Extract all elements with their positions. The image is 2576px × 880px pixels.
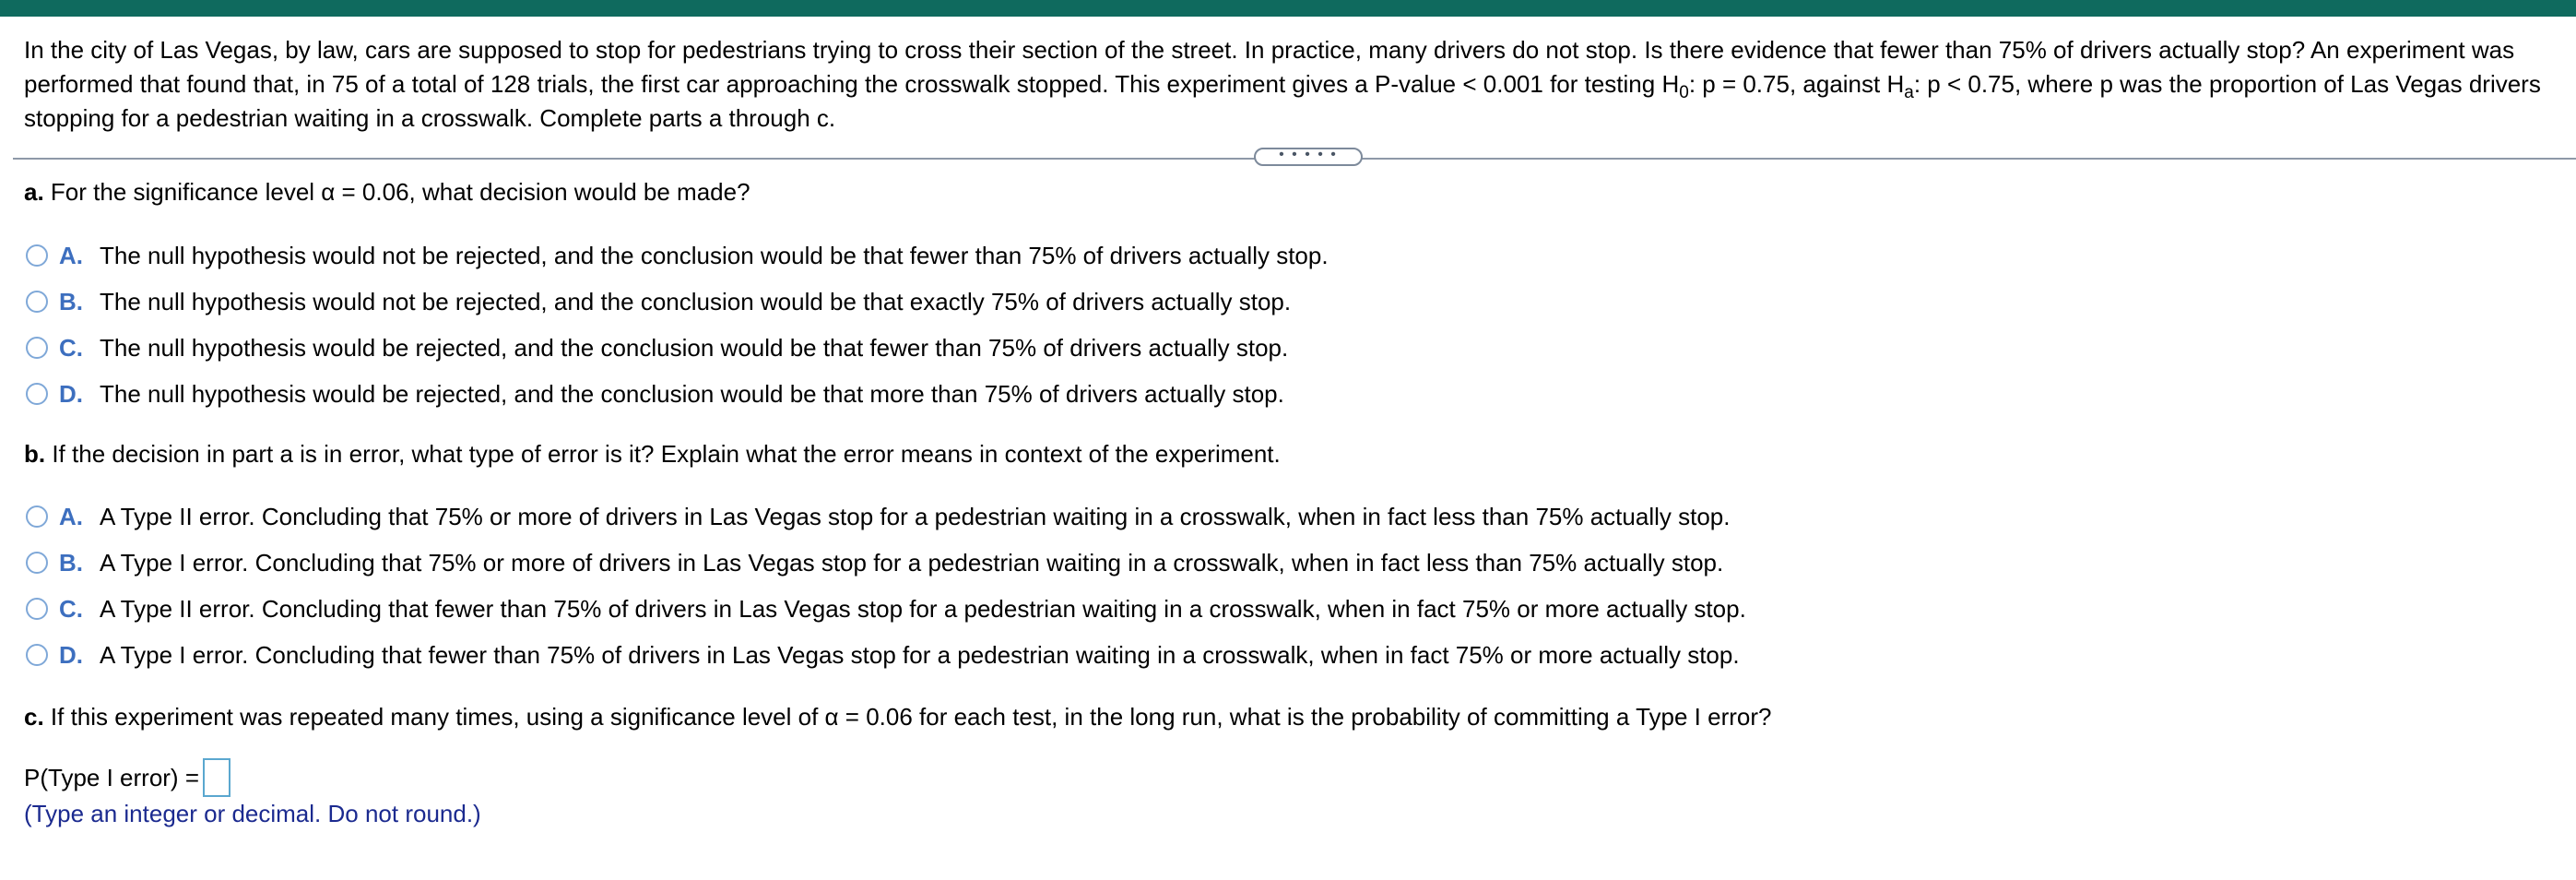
option-letter: C. (59, 594, 83, 623)
part-c-question-text: If this experiment was repeated many times, using a significance level of α = 0.06 for each test, in the long run, what is the probability of committing a Type I error? (43, 703, 1772, 731)
part-b-option-a[interactable] (26, 501, 1730, 532)
option-letter: D. (59, 379, 83, 408)
part-b-option-c[interactable] (26, 593, 1746, 624)
option-letter: C. (59, 333, 83, 362)
radio-button[interactable] (26, 244, 48, 267)
answer-hint: (Type an integer or decimal. Do not round.) (24, 800, 481, 827)
expand-problem-button[interactable]: • • • • • (1254, 148, 1363, 166)
option-letter: A. (59, 241, 83, 269)
problem-statement (24, 33, 2559, 136)
option-text: The null hypothesis would be rejected, and the conclusion would be that more than 75% of drivers actually stop. (100, 379, 1284, 408)
part-a-option-c[interactable] (26, 332, 1288, 363)
option-letter: B. (59, 548, 83, 577)
intro-text-1: In the city of Las Vegas, by law, cars are supposed to stop for pedestrians trying to cross their section of the street. In practice, many drivers do not stop. Is there evidence that fewer than 75% of drivers actually stop? An experiment was performed that found that, in 75 of a total of 128 trials, the first car approaching the crosswalk stopped. This experiment gives a P-value < 0.001 for testing H (24, 36, 2515, 98)
part-c-label: c. (24, 703, 44, 731)
part-a-option-b[interactable] (26, 286, 1291, 317)
option-text: The null hypothesis would be rejected, and the conclusion would be that fewer than 75% of drivers actually stop. (100, 333, 1289, 362)
radio-button[interactable] (26, 552, 48, 574)
part-a-label: a. (24, 178, 44, 206)
radio-button[interactable] (26, 291, 48, 313)
part-b-question-text: If the decision in part a is in error, what type of error is it? Explain what the error means in context of the experiment. (45, 440, 1281, 468)
part-a-option-a[interactable] (26, 240, 1329, 271)
part-a-option-d[interactable] (26, 378, 1284, 410)
radio-button[interactable] (26, 598, 48, 620)
radio-button[interactable] (26, 383, 48, 405)
option-text: A Type I error. Concluding that 75% or more of drivers in Las Vegas stop for a pedestrian waiting in a crosswalk, when in fact less than 75% actually stop. (100, 548, 1724, 577)
top-bar (0, 0, 2576, 17)
intro-text-3: : p < 0.75, where p was the proportion of Las Vegas drivers stopping for a pedestrian waiting in a crosswalk. Complete parts a through c. (24, 70, 2541, 132)
intro-text-2: : p = 0.75, against H (1688, 70, 1905, 98)
part-b-option-d[interactable] (26, 639, 1740, 671)
answer-row (24, 756, 230, 799)
option-letter: B. (59, 287, 83, 315)
option-text: A Type II error. Concluding that 75% or more of drivers in Las Vegas stop for a pedestrian waiting in a crosswalk, when in fact less than 75% actually stop. (100, 502, 1731, 530)
radio-button[interactable] (26, 644, 48, 666)
option-text: A Type II error. Concluding that fewer than 75% of drivers in Las Vegas stop for a pedestrian waiting in a crosswalk, when in fact 75% or more actually stop. (100, 594, 1746, 623)
part-a-question-text: For the significance level α = 0.06, what decision would be made? (43, 178, 750, 206)
option-text: A Type I error. Concluding that fewer than 75% of drivers in Las Vegas stop for a pedestrian waiting in a crosswalk, when in fact 75% or more actually stop. (100, 640, 1740, 669)
radio-button[interactable] (26, 505, 48, 528)
option-letter: A. (59, 502, 83, 530)
part-c-question (24, 702, 1771, 731)
option-text: The null hypothesis would not be rejected, and the conclusion would be that exactly 75% of drivers actually stop. (100, 287, 1292, 315)
option-letter: D. (59, 640, 83, 669)
ha-subscript: a (1904, 83, 1914, 102)
answer-input[interactable] (203, 758, 230, 797)
part-b-option-b[interactable] (26, 547, 1723, 578)
part-b-label: b. (24, 440, 46, 468)
part-b-question (24, 439, 1281, 469)
radio-button[interactable] (26, 337, 48, 359)
part-a-question (24, 177, 750, 207)
answer-label: P(Type I error) = (24, 763, 199, 791)
h0-subscript: 0 (1679, 83, 1689, 102)
option-text: The null hypothesis would not be rejected, and the conclusion would be that fewer than 75% of drivers actually stop. (100, 241, 1329, 269)
